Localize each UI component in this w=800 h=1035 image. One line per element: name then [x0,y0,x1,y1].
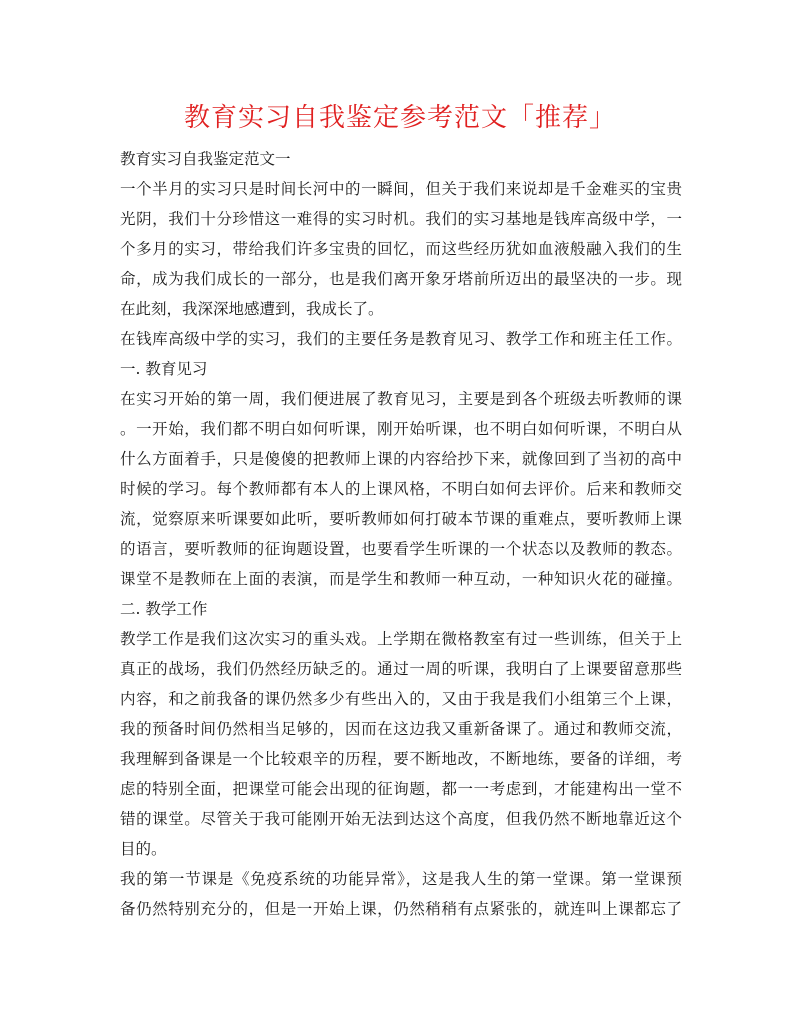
text-line: 一. 教育见习 [120,360,208,378]
text-line: 我的预备时间仍然相当足够的，因而在这边我又重新备课了。通过和教师交流， [120,720,682,738]
text-line: 错的课堂。尽管关于我可能刚开始无法到达这个高度，但我仍然不断地靠近这个 [120,810,682,828]
text-line: 在钱库高级中学的实习，我们的主要任务是教育见习、教学工作和班主任工作。 [120,330,682,348]
text-line: 教育实习自我鉴定范文一 [120,150,291,168]
document-title: 教育实习自我鉴定参考范文「推荐」 [183,103,616,133]
text-line: 课堂不是教师在上面的表演，而是学生和教师一种互动，一种知识火花的碰撞。 [120,570,682,588]
text-line: 什么方面着手，只是傻傻的把教师上课的内容给抄下来，就像回到了当初的高中 [120,450,682,468]
document-body [120,144,682,924]
text-line: 个多月的实习，带给我们许多宝贵的回忆，而这些经历犹如血液般融入我们的生 [120,240,682,258]
text-line: 命，成为我们成长的一部分，也是我们离开象牙塔前所迈出的最坚决的一步。现 [120,270,682,288]
text-line: 虑的特别全面，把课堂可能会出现的征询题，都一一考虑到，才能建构出一堂不 [120,780,682,798]
text-line: 真正的战场，我们仍然经历缺乏的。通过一周的听课，我明白了上课要留意那些 [120,660,682,678]
text-line: 在此刻，我深深地感遭到，我成长了。 [120,300,384,318]
text-line: 我的第一节课是《免疫系统的功能异常》，这是我人生的第一堂课。第一堂课预 [120,870,682,888]
text-line: 一个半月的实习只是时间长河中的一瞬间，但关于我们来说却是千金难买的宝贵 [120,180,682,198]
text-line: 内容，和之前我备的课仍然多少有些出入的，又由于我是我们小组第三个上课， [120,690,682,708]
text-line: 在实习开始的第一周，我们便进展了教育见习，主要是到各个班级去听教师的课 [120,390,682,408]
text-line: 的语言，要听教师的征询题设置，也要看学生听课的一个状态以及教师的教态。 [120,540,682,558]
text-line: 我理解到备课是一个比较艰辛的历程，要不断地改，不断地练，要备的详细，考 [120,750,682,768]
text-line: 时候的学习。每个教师都有本人的上课风格，不明白如何去评价。后来和教师交 [120,480,682,498]
text-line: 流，觉察原来听课要如此听，要听教师如何打破本节课的重难点，要听教师上课 [120,510,682,528]
text-line: 备仍然特别充分的，但是一开始上课，仍然稍稍有点紧张的，就连叫上课都忘了 [120,900,682,918]
text-line: 光阴，我们十分珍惜这一难得的实习时机。我们的实习基地是钱库高级中学，一 [120,210,682,228]
text-line: 二. 教学工作 [120,600,208,618]
text-line: 。一开始，我们都不明白如何听课，刚开始听课，也不明白如何听课，不明白从 [120,420,682,438]
text-line: 目的。 [120,840,167,858]
text-line: 教学工作是我们这次实习的重头戏。上学期在微格教室有过一些训练，但关于上 [120,630,682,648]
